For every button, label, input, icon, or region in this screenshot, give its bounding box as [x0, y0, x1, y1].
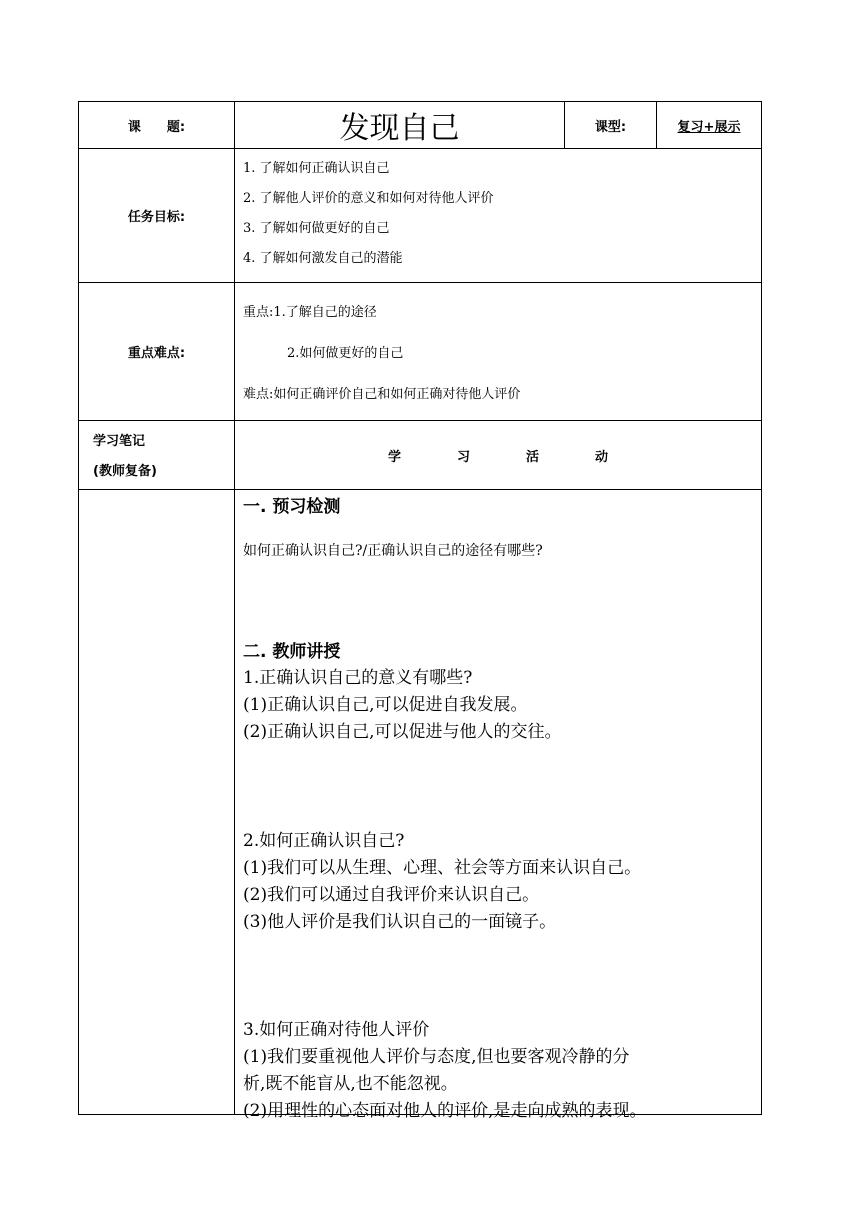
answer-line: (1)我们要重视他人评价与态度,但也要客观冷静的分: [243, 1047, 630, 1067]
answer-line: (1)正确认识自己,可以促进自我发展。: [243, 695, 528, 715]
difficulty-line: 难点:如何正确评价自己和如何正确对待他人评价: [243, 387, 521, 402]
notes-label-line1: 学习笔记: [93, 434, 146, 449]
activity-char: 学: [387, 449, 401, 465]
key-point-line: 2.如何做更好的自己: [287, 346, 404, 361]
notes-label: [79, 421, 235, 489]
goals-list: [235, 149, 761, 282]
answer-line: (2)用理性的心态面对他人的评价,是走向成熟的表现。: [243, 1101, 647, 1121]
goal-item: 1. 了解如何正确认识自己: [243, 161, 390, 176]
section-preview-title: 一. 预习检测: [243, 497, 341, 517]
lesson-title: 发现自己: [235, 102, 565, 148]
section-teaching-title: 二. 教师讲授: [243, 642, 341, 662]
goal-item: 2. 了解他人评价的意义和如何对待他人评价: [243, 191, 494, 206]
question-1: 1.正确认识自己的意义有哪些?: [243, 668, 473, 688]
lesson-plan-table: [78, 101, 762, 1121]
key-points-content: [235, 283, 761, 420]
question-3: 3.如何正确对待他人评价: [243, 1020, 430, 1040]
goals-label: 任务目标:: [79, 149, 235, 282]
preview-question: 如何正确认识自己?/正确认识自己的途径有哪些?: [243, 543, 543, 559]
content-row: [78, 489, 762, 1121]
answer-line: (2)正确认识自己,可以促进与他人的交往。: [243, 722, 562, 742]
key-point-line: 重点:1.了解自己的途径: [243, 305, 377, 320]
activity-char: 动: [595, 449, 609, 465]
header-row: [78, 101, 762, 148]
notes-label-line2: (教师复备): [93, 464, 157, 479]
answer-line: (2)我们可以通过自我评价来认识自己。: [243, 885, 540, 905]
topic-label: 课 题:: [79, 102, 235, 148]
lesson-type-label: 课型:: [565, 102, 657, 148]
answer-line: (1)我们可以从生理、心理、社会等方面来认识自己。: [243, 858, 642, 878]
notes-column: [79, 490, 235, 1114]
goal-item: 3. 了解如何做更好的自己: [243, 221, 390, 236]
activity-content: [235, 490, 761, 1121]
notes-header-row: [78, 420, 762, 489]
answer-line: (3)他人评价是我们认识自己的一面镜子。: [243, 912, 557, 932]
question-2: 2.如何正确认识自己?: [243, 831, 405, 851]
lesson-type-value: 复习+展示: [677, 119, 741, 135]
goals-row: [78, 148, 762, 282]
activity-char: 习: [456, 449, 470, 465]
activity-char: 活: [526, 449, 540, 465]
learning-activity-heading: [235, 421, 761, 489]
key-points-label: 重点难点:: [79, 283, 235, 420]
answer-line: 析,既不能盲从,也不能忽视。: [243, 1074, 458, 1094]
key-points-row: [78, 282, 762, 420]
goal-item: 4. 了解如何激发自己的潜能: [243, 251, 403, 266]
